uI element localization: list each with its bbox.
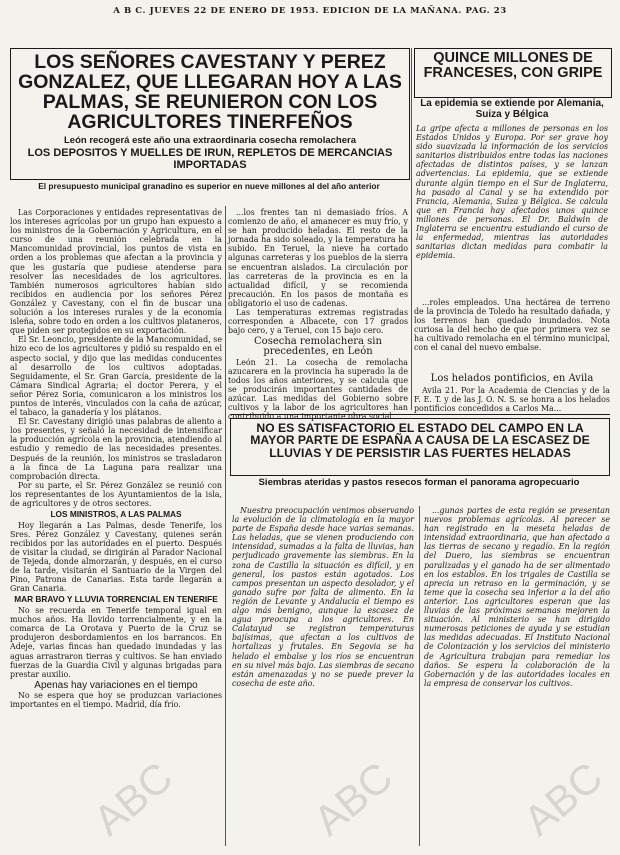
right-headline: QUINCE MILLONES DE FRANCESES, CON GRIPE bbox=[423, 50, 603, 81]
column-rule-1 bbox=[225, 206, 226, 846]
sec-leon: Cosecha remolachera sin precedentes, en León bbox=[254, 336, 382, 357]
leon-text: León 21. La cosecha de remolacha azucarera en la provincia ha superado la de todos los años anteriores, y se calcula que se producirán importantes cantidades de azúcar. Las medidas del Gobierno sobre cultivos y la labor de los agricultores han contribuido a una importante obra social. bbox=[228, 357, 408, 422]
left-sub2: LOS DEPOSITOS Y MUELLES DE IRUN, REPLETOS DE MERCANCIAS IMPORTADAS bbox=[27, 147, 393, 172]
sec-ministros: LOS MINISTROS, A LAS PALMAS bbox=[50, 509, 182, 520]
middle-column bbox=[228, 208, 408, 422]
bottom-subheadline: Siembras ateridas y pastos resecos forman el panorama agropecuario bbox=[258, 477, 580, 488]
avila-text bbox=[414, 386, 610, 414]
left-column bbox=[10, 208, 222, 848]
agencias-text: No se espera que hoy se produzcan variaciones importantes en el tiempo. Madrid, día frío. bbox=[10, 691, 222, 710]
bottom-headline-box bbox=[230, 418, 610, 476]
sec-mar-bravo: MAR BRAVO Y LLUVIA TORRENCIAL EN TENERIFE bbox=[14, 594, 218, 605]
left-para-4: Por su parte, el Sr. Pérez González se reunió con los representantes de los Ayuntamientos de la isla, de agricultores y de otros sectores. bbox=[10, 480, 222, 508]
mid-text-2: Las temperaturas extremas registradas corresponden a Albacete, con 17 grados bajo cero, y a Teruel, con 15 bajo cero. bbox=[228, 308, 408, 336]
right-headline-box bbox=[414, 48, 612, 98]
watermark-1: ABC bbox=[84, 752, 182, 845]
left-headline: LOS SEÑORES CAVESTANY Y PEREZ GONZALEZ, QUE LLEGARAN HOY A LAS PALMAS, SE REUNIERON CON LOS AGRICULTORES TINERFEÑOS bbox=[18, 51, 402, 133]
right-after-para: ...roles empleados. Una hectárea de terreno de la provincia de Toledo ha resultado dañada, y los terrenos han quedado inundados. Nota curiosa la del hecho de que por primera vez se ha cultivado remolacha en el término municipal, con el canal del nuevo embalse. bbox=[414, 298, 610, 353]
ministros-text: Hoy llegarán a Las Palmas, desde Tenerife, los Sres. Pérez González y Cavestany, quienes serán recibidos por las autoridades en el puerto. Después de visitar la ciudad, se dirigirán al Parador Nacional de Tejeda, donde almorzarán, y después, en el curso de la tarde, visitarán el Santuario de la Virgen del Pino, Patrona de Canarias. Esta tarde llegarán a Gran Canaria. bbox=[10, 520, 222, 594]
bottom-col-1-text: Nuestra preocupación venimos observando la evolución de la climatología en la mayor parte de España desde hace varias semanas. Las heladas, que se vienen produciendo con intensidad, sumadas a la falta de lluvias, han perjudicado gravemente las siembras. En la zona de Castilla la situación es difícil, y en general, los pastos están agotados. Los campos presentan un aspecto desolador, y el ganado sufre por falta de alimento. En la región de Levante y Andalucía el tiempo es algo más benigno, aunque la escasez de agua preocupa a los agricultores. En Calatayud se registran temperaturas bajísimas, que afectan a los cultivos de hortalizas y frutales. En Segovia se ha helado el embalse y los ríos se encuentran en su nivel más bajo. Las siembras de secano están amenazadas y no se puede prever la cosecha de este año. bbox=[232, 506, 414, 688]
left-para-2: El Sr. Leoncio, presidente de la Mancomunidad, se hizo eco de los agricultores y pidió su respaldo en el aspecto social, y dijo que las medidas conducentes al desarrollo de los cultivos adoptadas. Seguidamente, el Sr. Gran García, presidente de la Cámara Sindical Agraria; el doctor Perera, y el señor Pérez Soria, comunicaron a los ministros los puntos de interés, vinculados con la caña de azúcar, el tabaco, la ganadería y los plátanos. bbox=[10, 335, 222, 418]
avila-para: Avila 21. Por la Academia de Ciencias y de la F. E. T. y de las J. O. N. S. se honra a los helados pontificios concedidos a Carlos Ma... bbox=[414, 386, 610, 414]
left-para-3: El Sr. Cavestany dirigió unas palabras de aliento a los presentes, y señaló la necesidad de intensificar la producción agrícola en la provincia, atendiendo al estudio y remedio de las necesidades presentes. Después de la reunión, los ministros se trasladaron a la finca de La Laguna para realizar una comprobación directa. bbox=[10, 417, 222, 481]
watermark-3: ABC bbox=[514, 752, 612, 845]
right-italic-text: La gripe afecta a millones de personas en los Estados Unidos y Europa. Por ser grave hoy sido suavizada la información de los servicios sanitarios distribuidos entre todas las naciones afectadas de distintos países, y se lanzan advertencias. La epidemia, que se extiende durante algún tiempo en el Sur de Inglaterra, ha pasado al Canal y se ha extendido por Francia, Alemania, Suiza y Bélgica. Se calcula que en Francia hay afectados unos quince millones de personas. El Dr. Baldwin de Inglaterra se encuentra estudiando el curso de la enfermedad, mientras las autoridades sanitarias dictan medidas para combatir la epidemia. bbox=[416, 124, 608, 261]
bottom-headline: NO ES SATISFACTORIO EL ESTADO DEL CAMPO EN LA MAYOR PARTE DE ESPAÑA A CAUSA DE LA ESCASEZ DE LLUVIAS Y DE PERSISTIR LAS FUERTES HELADAS bbox=[250, 421, 590, 460]
column-rule-2 bbox=[411, 48, 412, 410]
bottom-col-2-text: ...gunas partes de esta región se presentan nuevos problemas agrícolas. Al parecer se han registrado en la meseta heladas de intensidad extraordinaria, que han afectado a las tierras de secano y regadío. En la región del Duero, las siembras se encuentran paralizadas y el ganado ha de ser alimentado en los establos. En los trigales de Castilla se aprecia un retraso en la germinación, y se teme que la cosecha sea inferior a la del año anterior. Los agricultores esperan que las lluvias de las próximas semanas mejoren la situación. Al ministerio se han dirigido numerosas peticiones de ayuda y se estudian las medidas adecuadas. El Instituto Nacional de Colonización y los servicios del ministerio de Agricultura trabajan para remediar los daños. Se espera la colaboración de la Gobernación y de las autoridades locales en la empresa de conservar los cultivos. bbox=[424, 506, 610, 688]
mar-text: No se recuerda en Tenerife temporal igual en muchos años. Ha llovido torrencialmente, y en la comarca de La Orotava y Puerto de la Cruz se produjeron desbordamientos en los barrancos. En Adeje, varias fincas han quedado inundadas y las aguas arrastraron tierras y cultivos. Se han enviado fuerzas de la Guardia Civil y algunas brigadas para prestar auxilio. bbox=[10, 606, 222, 679]
right-after-text bbox=[414, 298, 610, 370]
watermark-2: ABC bbox=[304, 752, 402, 845]
left-sub1: León recogerá este año una extraordinaria cosecha remolachera bbox=[64, 134, 356, 146]
right-sub1: La epidemia se extiende por Alemania, Suiza y Bélgica bbox=[420, 98, 604, 121]
sec-helados: Los helados pontificios, en Avila bbox=[430, 373, 594, 384]
left-headline-box bbox=[10, 48, 410, 180]
left-para-1: Las Corporaciones y entidades representativas de los intereses agrícolas por un grupo han expuesto a los ministros de la Gobernación y Agricultura, en el curso de una reunión celebrada en la Mancomunidad provincial, los puntos de vista en orden a los problemas que afectan a la provincia y que les gustaría que pudiese atenderse para resolver las necesidades de los agricultores. También numerosos agricultores habían sido recibidos en audiencia por los señores Pérez González y Cavestany, con el fin de buscar una solución a los intereses rurales y de la economía isleña, sobre todo en orden a los cultivos plataneros, que piden ser protegidos en su exportación. bbox=[10, 208, 222, 336]
mid-text-1: ...los frentes tan ni demasiado fríos. A comienzo de año, el amanecer es muy frío, y se han producido heladas. El resto de la jornada ha sido soleado, y la temperatura ha subido. En Teruel, la nieve ha cortado algunas carreteras y los pueblos de la sierra se encuentran aislados. La circulación por las carreteras de la provincia es en la actualidad difícil, y se recomienda precaución. En los pasos de montaña es obligatorio el uso de cadenas. bbox=[228, 208, 408, 308]
page-header: A B C. JUEVES 22 DE ENERO DE 1953. EDICION DE LA MAÑANA. PAG. 23 bbox=[113, 6, 507, 16]
column-rule-3 bbox=[419, 506, 420, 846]
bottom-story-rule bbox=[230, 414, 610, 415]
sec-variaciones: Apenas hay variaciones en el tiempo bbox=[34, 679, 198, 691]
left-sub3: El presupuesto municipal granadino es superior en nueve millones al del año anterior bbox=[38, 181, 380, 191]
